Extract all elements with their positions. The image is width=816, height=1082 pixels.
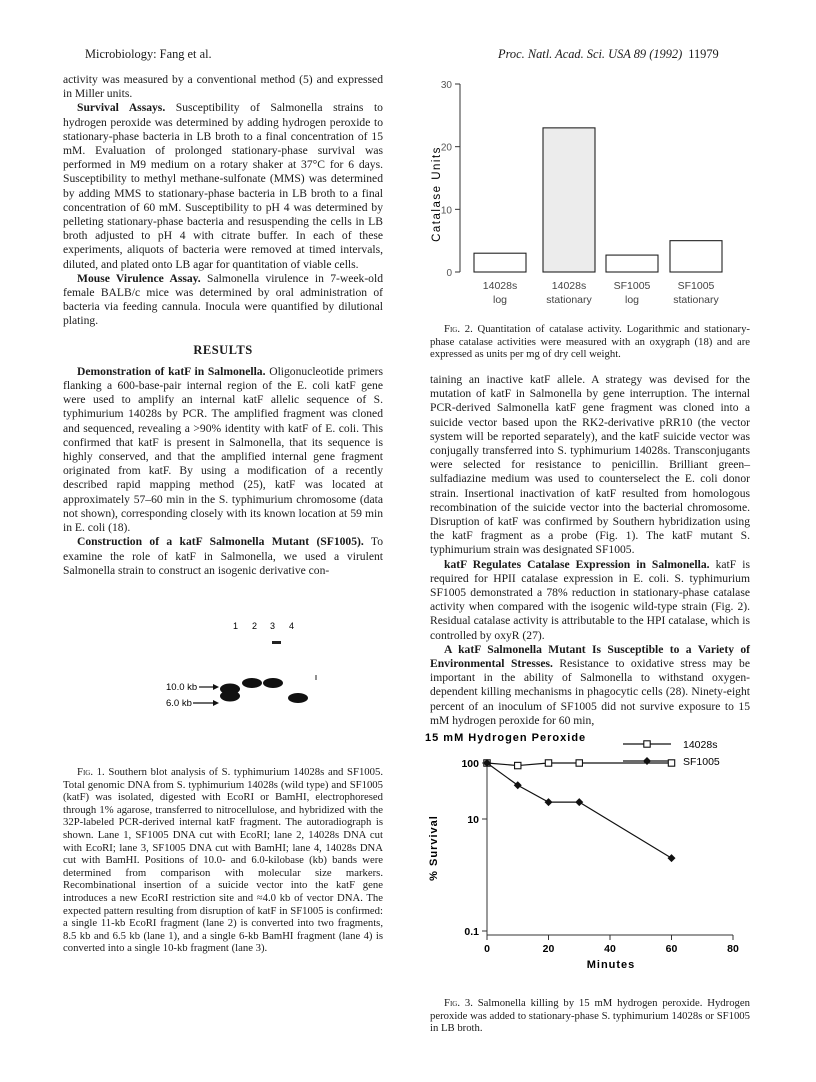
blot-band-lane2 (242, 678, 262, 688)
running-header-right (498, 47, 750, 62)
figure-1-caption (63, 766, 383, 955)
paragraph-methods-end: activity was measured by a conventional method (5) and expressed in Miller units. (63, 73, 383, 101)
fig2-y-ticks (441, 80, 460, 279)
figure-2-caption (430, 323, 750, 361)
category-label: log (492, 294, 508, 306)
y-axis-label: % Survival (428, 815, 440, 881)
data-point (576, 760, 582, 766)
data-point (545, 798, 553, 806)
arrow-10kb-head (213, 684, 219, 690)
run-in-head: katF Regulates Catalase Expression in Salmonella. (444, 557, 710, 571)
paragraph-strategy: taining an inactive katF allele. A strategy was devised for the mutation of katF in Salmonella by gene interruption. The internal PCR-derived Salmonella katF gene fragment was cloned into a suicide vector based upon the RK2-derivative pRR10 (the vector system will be reported separately), and the katF suicide vector was conjugally transferred into S. typhimurium 14028s. Transconjugants were selected for resistance to penicillin. Brilliant green–sulfadiazine medium was used to counterselect the E. coli donor strain. Insertional inactivation of katF resulted from homologous recombination of the suicide vector into the bacterial chromosome. Disruption of katF was confirmed by Southern hybridization using the katF fragment as a probe (Fig. 1). The katF mutant S. typhimurium strain was designated SF1005. (430, 373, 750, 557)
legend-label: 14028s (683, 739, 718, 751)
journal-citation: Proc. Natl. Acad. Sci. USA 89 (1992) (498, 47, 683, 61)
left-column-top (63, 73, 383, 578)
category-label: 14028s (551, 280, 587, 292)
figure-3-line-chart (415, 728, 755, 978)
data-point (643, 757, 651, 765)
data-point (668, 760, 674, 766)
run-in-head: Demonstration of katF in Salmonella. (77, 364, 266, 378)
x-tick-label: 0 (484, 943, 490, 955)
section-heading-results: RESULTS (193, 342, 253, 357)
bar (543, 128, 595, 272)
figure-3-caption (430, 997, 750, 1035)
data-point (644, 741, 650, 747)
paragraph-construction (63, 535, 383, 578)
page-number: 11979 (688, 47, 719, 61)
data-point (668, 854, 676, 862)
paragraph-text: Resistance to oxidative stress may be important in the ability of Salmonella to withstand oxygen-dependent killing mechanisms in phagocytic cells (28). Ninety-eight percent of an inoculum of SF1005 did not survive exposure to 15 mM hydrogen peroxide for 60 min, (430, 657, 750, 727)
x-tick-label: 20 (542, 943, 555, 955)
paragraph-text: Salmonella virulence in 7-week-old female BALB/c mice was determined by oral administration of bacteria via feeding cannula. Inocula were quantified by dilutional plating. (63, 271, 383, 328)
x-tick-label: 40 (604, 943, 616, 955)
y-axis-label: Catalase Units (431, 146, 443, 242)
y-tick-label: 0 (446, 268, 452, 279)
fig2-category-labels (483, 280, 720, 306)
series-line (487, 763, 672, 858)
paragraph-mouse-virulence (63, 272, 383, 329)
bar (670, 241, 722, 272)
y-tick-label: 30 (440, 80, 452, 91)
right-column-text (430, 373, 750, 728)
lane-label: 2 (252, 621, 258, 631)
x-axis-ticks (484, 935, 739, 955)
data-point (575, 798, 583, 806)
bar (474, 253, 526, 272)
paragraph-survival-assays (63, 101, 383, 271)
x-tick-label: 60 (665, 943, 678, 955)
caption-label: Fig. 2. (444, 323, 473, 335)
data-point (515, 762, 521, 768)
fig2-bars (474, 128, 722, 272)
paragraph-susceptibility (430, 643, 750, 728)
figure-2-bar-chart (415, 74, 750, 314)
series-SF1005 (483, 759, 676, 862)
y-tick-label: 10 (440, 205, 452, 217)
paragraph-regulation (430, 558, 750, 643)
legend-label: SF1005 (683, 756, 720, 768)
caption-body: Quantitation of catalase activity. Logarithmic and stationary-phase catalase activities were measured with an oxygraph (18) and are expressed as units per mg of dry cell weight. (430, 323, 750, 361)
category-label: stationary (673, 294, 719, 306)
blot-band-lane3 (263, 678, 283, 688)
category-label: SF1005 (677, 280, 715, 292)
y-tick-label: 100 (461, 758, 479, 770)
category-label: stationary (546, 294, 592, 306)
paragraph-text: To examine the role of katF in Salmonella, we used a virulent Salmonella strain to construct an isogenic derivative con- (63, 535, 384, 577)
caption-label: Fig. 1. (77, 766, 105, 778)
figure-1-southern-blot (63, 612, 383, 722)
band-label-6kb: 6.0 kb (166, 698, 192, 709)
caption-text (63, 766, 383, 955)
category-label: 14028s (482, 280, 518, 292)
chart-series (483, 759, 676, 862)
run-in-head: Mouse Virulence Assay. (77, 271, 201, 285)
caption-body: Salmonella killing by 15 mM hydrogen peroxide. Hydrogen peroxide was added to stationary-phase S. typhimurium 14028s or SF1005 in LB broth. (430, 997, 750, 1035)
bar (606, 255, 658, 272)
arrow-6kb-head (213, 700, 219, 706)
run-in-head: Construction of a katF Salmonella Mutant (SF1005). (77, 535, 364, 549)
band-label-10kb: 10.0 kb (166, 682, 198, 693)
x-axis-label: Minutes (586, 959, 636, 971)
lane-label: 1 (233, 621, 239, 631)
caption-text (430, 997, 750, 1035)
x-tick-label: 80 (727, 943, 739, 955)
blot-artifact (272, 641, 281, 644)
y-tick-label: 10 (467, 814, 479, 826)
chart-title: 15 mM Hydrogen Peroxide (425, 732, 587, 744)
paragraph-text: Susceptibility of Salmonella strains to hydrogen peroxide was determined by adding hydrogen peroxide to stationary-phase bacteria in LB broth to a final concentration of 15 mM. Evaluation of prolonged stationary-phase survival was performed in M9 medium on a rotary shaker at 37°C for 6 days. Susceptibility to methyl methane-sulfonate (MMS) was determined by adding MMS to stationary-phase bacteria in LB broth to a final concentration of 60 mM. Susceptibility to pH 4 was determined by pelleting stationary-phase bacteria and resuspending the cells in LB broth adjusted to pH 4 with citrate buffer. In each of these experiments, aliquots of bacteria were removed at timed intervals, diluted, and plated onto LB agar for quantitation of viable cells. (63, 101, 383, 271)
caption-body: Southern blot analysis of S. typhimurium 14028s and SF1005. Total genomic DNA from S. typhimurium 14028s (wild type) and SF1005 (katF) was isolated, digested with EcoRI or BamHI, electrophoresed through 1% agarose, transferred to nitrocellulose, and hybridized with the 32P-labeled PCR-derived internal katF fragment. The autoradiograph is shown. Lane 1, SF1005 DNA cut with EcoRI; lane 2, 14028s DNA cut with EcoRI; lane 3, SF1005 DNA cut with BamHI; lane 4, 14028s DNA cut with BamHI. Positions of 10.0- and 6.0-kilobase (kb) bands were determined from comparison with molecular size markers. Recombinational insertion of a suicide vector into the katF gene introduces a new EcoRI restriction site and ≈4.0 kb of vector DNA. The expected pattern resulting from disruption of katF in SF1005 is confirmed: a single 11-kb EcoRI fragment (lane 2) is converted into two fragments, 8.5 kb and 6.5 kb (lane 1), and a single 6-kb BamHI fragment (lane 4) is converted into a single 10-kb fragment (lane 3). (63, 766, 383, 955)
y-axis-ticks (461, 758, 487, 938)
blot-band-lane1-lower (220, 691, 240, 702)
y-tick-label: 20 (440, 142, 452, 154)
category-label: log (624, 294, 640, 306)
lane-label: 3 (270, 621, 276, 631)
caption-text (430, 323, 750, 361)
data-point (514, 781, 522, 789)
y-tick-label: 0.1 (464, 926, 479, 938)
data-point (545, 760, 551, 766)
category-label: SF1005 (613, 280, 651, 292)
paragraph-text: Oligonucleotide primers flanking a 600-base-pair internal region of the E. coli katF gene were used to amplify an internal katF allelic sequence of S. typhimurium 14028s by PCR. The amplified fragment was cloned and sequenced, revealing a >90% identity with katF of E. coli. This confirmed that katF is present in Salmonella, that its sequence is highly conserved, and that the amplified internal gene fragment originated from katF. By using a modification of a recently described rapid mapping method (25), katF was located at approximately 57–60 min in the S. typhimurium chromosome (data not shown), corresponding closely with its known location at 59 min in E. coli (18). (63, 364, 383, 535)
caption-label: Fig. 3. (444, 997, 473, 1009)
blot-band-lane4 (288, 693, 308, 703)
paragraph-text: katF is required for HPII catalase expression in E. coli. S. typhimurium SF1005 demonstrated a 78% reduction in stationary-phase catalase activity when compared with the isogenic wild-type strain (Fig. 2). Residual catalase activity is attributable to the HPI catalase, which is controlled by oxyR (27). (430, 557, 750, 642)
paragraph-demonstration (63, 365, 383, 535)
run-in-head: Survival Assays. (77, 101, 166, 115)
run-in-head: A katF Salmonella Mutant Is Susceptible to a Variety of Environmental Stresses. (430, 642, 750, 671)
running-header-left: Microbiology: Fang et al. (85, 47, 212, 61)
lane-label: 4 (289, 621, 295, 631)
